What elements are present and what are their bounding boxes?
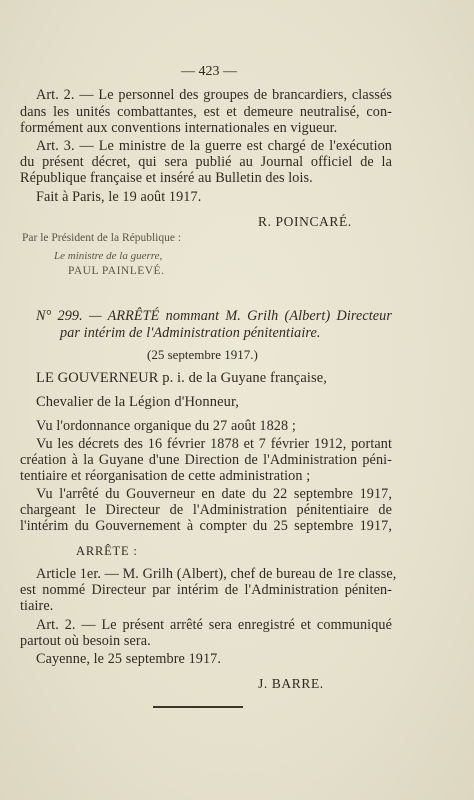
signature-poincare: R. POINCARÉ.: [258, 214, 352, 229]
art2-line-1: Art. 2. — Le personnel des groupes de brancardiers, classés: [36, 87, 392, 103]
painleve: PAUL PAINLEVÉ.: [68, 265, 165, 277]
vu3-line-2: chargeant le Directeur de l'Administration pénitentiaire de: [20, 502, 392, 518]
decree-date: (25 septembre 1917.): [147, 347, 258, 362]
closing-rule: [153, 706, 243, 708]
article1-line-2: est nommé Directeur par intérim de l'Administration péniten-: [20, 582, 392, 598]
art2b-line-2: partout où besoin sera.: [20, 633, 151, 649]
vu2-line-2: création à la Guyane d'une Direction de l'Administration péni-: [20, 452, 392, 468]
vu3-line-1: Vu l'arrêté du Gouverneur en date du 22 septembre 1917,: [36, 486, 392, 502]
fait-line: Fait à Paris, le 19 août 1917.: [36, 189, 202, 205]
n299-title-line-2: par intérim de l'Administration pénitentiaire.: [60, 325, 321, 341]
art3-line-1: Art. 3. — Le ministre de la guerre est chargé de l'exécution: [36, 138, 392, 154]
par-le-president: Par le Président de la République :: [22, 232, 182, 244]
page-number: — 423 —: [181, 64, 237, 79]
art2b-line-1: Art. 2. — Le présent arrêté sera enregistré et communiqué: [36, 617, 392, 633]
le-ministre: Le ministre de la guerre,: [54, 250, 163, 262]
art3-line-2: du présent décret, qui sera publié au Journal officiel de la: [20, 154, 392, 170]
vu2-line-3: tentiaire et réorganisation de cette administration ;: [20, 468, 311, 484]
article1-line-3: tiaire.: [20, 598, 54, 614]
art2-line-2: dans les unités combattantes, est et demeure neutralisé, con-: [20, 104, 392, 120]
vu2-line-1: Vu les décrets des 16 février 1878 et 7 février 1912, portant: [36, 436, 392, 452]
chevalier-line: Chevalier de la Légion d'Honneur,: [36, 394, 240, 410]
vu3-line-3: l'intérim du Gouvernement à compter du 25 septembre 1917,: [20, 518, 392, 534]
arrete-heading: ARRÊTE :: [76, 544, 138, 558]
article1-line-1: Article 1er. — M. Grilh (Albert), chef de bureau de 1re classe,: [36, 566, 397, 582]
art3-line-3: République française et inséré au Bulletin des lois.: [20, 170, 313, 186]
vu-line-1: Vu l'ordonnance organique du 27 août 1828 ;: [36, 418, 296, 434]
art2-line-3: formément aux conventions internationales en vigueur.: [20, 120, 338, 136]
n299-title-line-1: N° 299. — ARRÊTÉ nommant M. Grilh (Albert) Directeur: [36, 308, 392, 324]
cayenne-line: Cayenne, le 25 septembre 1917.: [36, 651, 222, 667]
gouverneur-line: LE GOUVERNEUR p. i. de la Guyane française,: [36, 370, 327, 386]
signature-barre: J. BARRE.: [258, 676, 324, 691]
